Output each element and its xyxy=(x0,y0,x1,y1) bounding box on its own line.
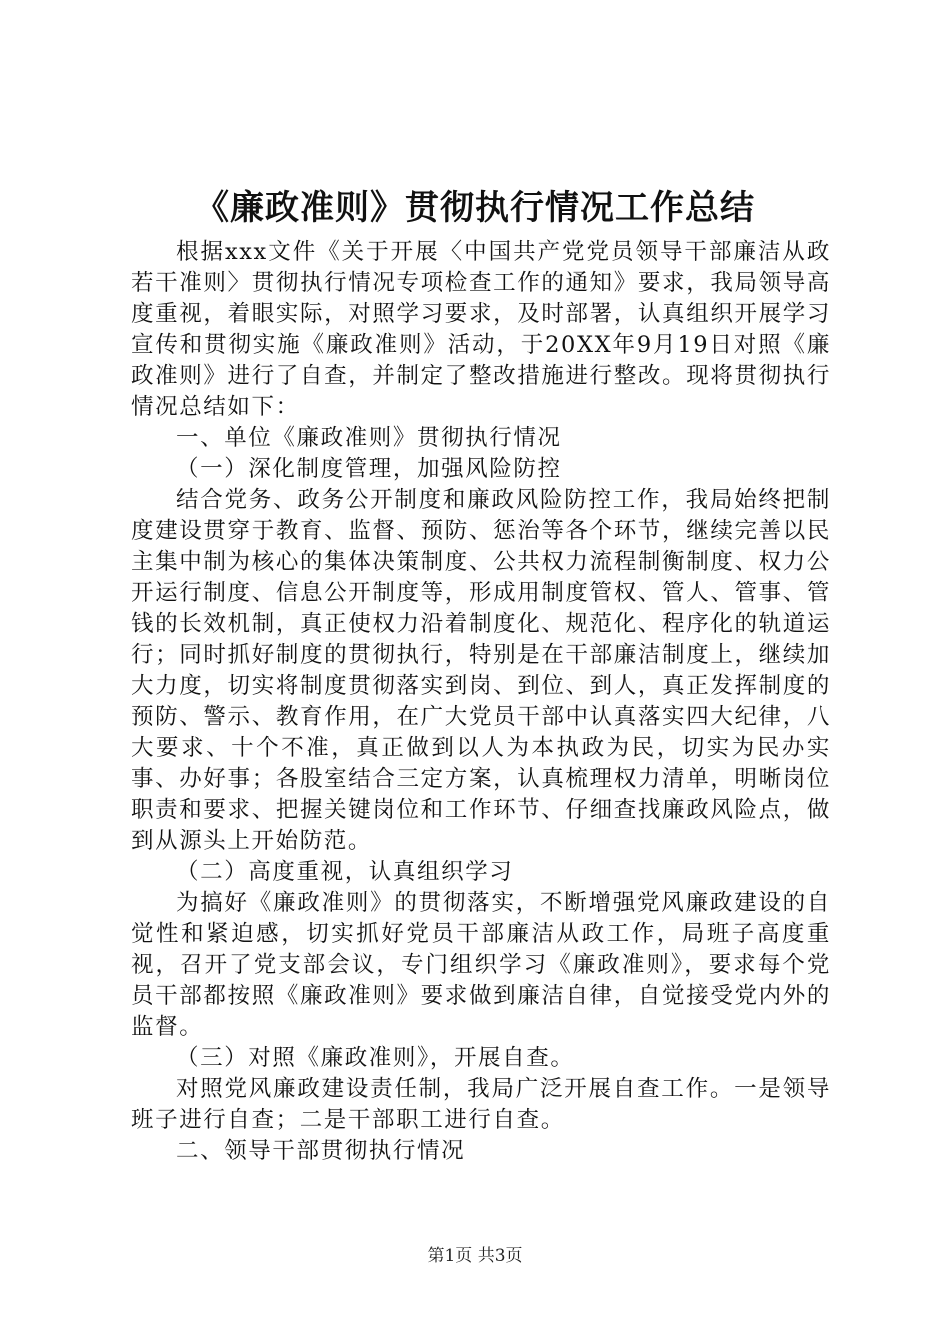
subsection-heading-1: （一）深化制度管理，加强风险防控 xyxy=(176,456,562,482)
document-title: 《廉政准则》贯彻执行情况工作总结 xyxy=(195,188,755,228)
paragraph-self-check: 对照党风廉政建设责任制，我局广泛开展自查工作。一是领导班子进行自查；二是干部职工进行自查。 xyxy=(131,1076,831,1133)
paragraph-organize-study: 为搞好《廉政准则》的贯彻落实，不断增强党风廉政建设的自觉性和紧迫感，切实抓好党员干部廉洁从政工作，局班子高度重视，召开了党支部会议，专门组织学习《廉政准则》，要求每个党员干部都按照《廉政准则》要求做到廉洁自律，自觉接受党内外的监督。 xyxy=(131,890,831,1040)
document-body xyxy=(131,237,831,1167)
paragraph-system-management: 结合党务、政务公开制度和廉政风险防控工作，我局始终把制度建设贯穿于教育、监督、预防、惩治等各个环节，继续完善以民主集中制为核心的集体决策制度、公共权力流程制衡制度、权力公开运行制度、信息公开制度等，形成用制度管权、管人、管事、管钱的长效机制，真正使权力沿着制度化、规范化、程序化的轨道运行；同时抓好制度的贯彻执行，特别是在干部廉洁制度上，继续加大力度，切实将制度贯彻落实到岗、到位、到人，真正发挥制度的预防、警示、教育作用，在广大党员干部中认真落实四大纪律，八大要求、十个不准，真正做到以人为本执政为民，切实为民办实事、办好事；各股室结合三定方案，认真梳理权力清单，明晰岗位职责和要求、把握关键岗位和工作环节、仔细查找廉政风险点，做到从源头上开始防范。 xyxy=(131,487,831,854)
page-number-footer: 第1页 共3页 xyxy=(427,1246,523,1266)
paragraph-intro: 根据xxx文件《关于开展〈中国共产党党员领导干部廉洁从政若干准则〉贯彻执行情况专项检查工作的通知》要求，我局领导高度重视，着眼实际，对照学习要求，及时部署，认真组织开展学习宣传和贯彻实施《廉政准则》活动，于20XX年9月19日对照《廉政准则》进行了自查，并制定了整改措施进行整改。现将贯彻执行情况总结如下： xyxy=(131,239,831,420)
subsection-heading-2: （二）高度重视，认真组织学习 xyxy=(176,859,514,885)
subsection-heading-3: （三）对照《廉政准则》，开展自查。 xyxy=(176,1045,575,1071)
section-heading-2: 二、领导干部贯彻执行情况 xyxy=(176,1138,466,1164)
section-heading-1: 一、单位《廉政准则》贯彻执行情况 xyxy=(176,425,562,451)
